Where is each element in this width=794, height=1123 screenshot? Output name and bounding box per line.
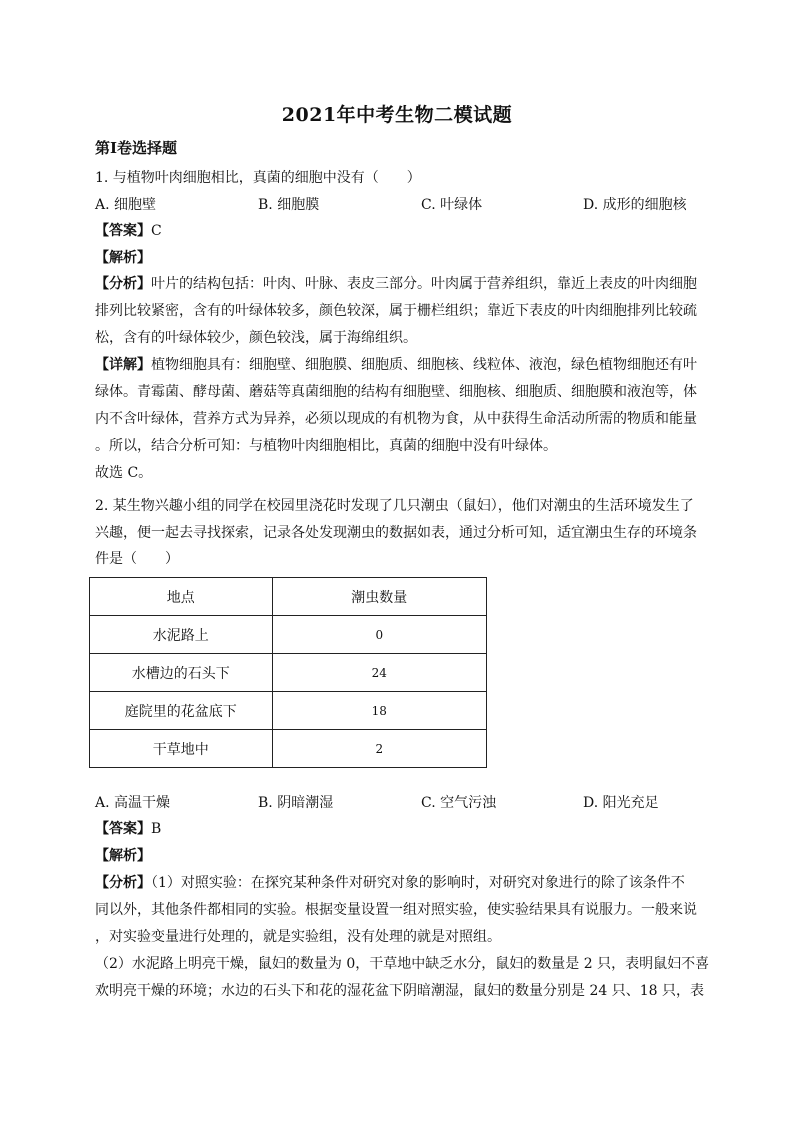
- table-row: [90, 616, 487, 654]
- xiangjie-text: 植物细胞具有：细胞壁、细胞膜、细胞质、细胞核、线粒体、液泡，绿色植物细胞还有叶: [151, 357, 697, 373]
- answer-tag: 【答案】: [95, 821, 151, 837]
- answer-value: C: [151, 223, 162, 239]
- data-table: [89, 577, 487, 768]
- q2-option-a: A. 高温干燥: [95, 795, 171, 811]
- fenxi-tag: 【分析】: [95, 276, 151, 292]
- table-cell-location: 水泥路上: [90, 616, 273, 654]
- q2-option-d: D. 阳光充足: [583, 795, 659, 811]
- q1-fenxi-line: 排列比较紧密，含有的叶绿体较多，颜色较深，属于栅栏组织；靠近下表皮的叶肉细胞排列比较疏: [95, 303, 697, 319]
- table-cell-count: 0: [272, 616, 486, 654]
- fenxi-text: 叶片的结构包括：叶肉、叶脉、表皮三部分。叶肉属于营养组织，靠近上表皮的叶肉细胞: [151, 276, 697, 292]
- q1-analysis-tag: 【解析】: [95, 250, 151, 266]
- q1-option-d: D. 成形的细胞核: [583, 197, 687, 213]
- fenxi-text: （1）对照实验：在探究某种条件对研究对象的影响时，对研究对象进行的除了该条件不: [151, 875, 685, 891]
- table-row: [90, 692, 487, 730]
- table-cell-location: 水槽边的石头下: [90, 654, 273, 692]
- q1-option-b: B. 细胞膜: [258, 197, 320, 213]
- table-cell-count: 2: [272, 730, 486, 768]
- q2-analysis-tag: 【解析】: [95, 848, 151, 864]
- q1-option-c: C. 叶绿体: [421, 197, 483, 213]
- table-header-row: [90, 578, 487, 616]
- table-cell-location: 庭院里的花盆底下: [90, 692, 273, 730]
- q1-fenxi-line: [95, 274, 710, 294]
- answer-value: B: [151, 821, 162, 837]
- q2-fenxi-line: 欢明亮干燥的环境；水边的石头下和花的湿花盆下阴暗潮湿，鼠妇的数量分别是 24 只、18 只，表: [95, 983, 704, 999]
- q2-option-b: B. 阴暗潮湿: [258, 795, 334, 811]
- table-cell-location: 干草地中: [90, 730, 273, 768]
- answer-tag: 【答案】: [95, 223, 151, 239]
- q1-xiangjie-line: [95, 355, 710, 375]
- q2-stem-line: 2. 某生物兴趣小组的同学在校园里浇花时发现了几只潮虫（鼠妇），他们对潮虫的生活环境发生了: [95, 498, 694, 514]
- table-cell-count: 24: [272, 654, 486, 692]
- q2-option-c: C. 空气污浊: [421, 795, 497, 811]
- table-header-cell: 潮虫数量: [272, 578, 486, 616]
- q2-answer: [95, 819, 710, 839]
- q1-answer: [95, 221, 710, 241]
- q1-conclusion: 故选 C。: [95, 465, 153, 481]
- table-header-cell: 地点: [90, 578, 273, 616]
- q1-xiangjie-line: 内不含叶绿体，营养方式为异养，必须以现成的有机物为食，从中获得生命活动所需的物质和能量: [95, 411, 697, 427]
- q2-stem-line: 件是（ ）: [95, 551, 179, 567]
- q2-fenxi-line: 同以外，其他条件都相同的实验。根据变量设置一组对照实验，使实验结果具有说服力。一般来说: [95, 902, 697, 918]
- q1-fenxi-line: 松，含有的叶绿体较少，颜色较浅，属于海绵组织。: [95, 330, 417, 346]
- q2-fenxi-line: [95, 873, 710, 893]
- q2-fenxi-line: （2）水泥路上明亮干燥，鼠妇的数量为 0，干草地中缺乏水分，鼠妇的数量是 2 只，表明鼠妇不喜: [95, 956, 710, 972]
- table-cell-count: 18: [272, 692, 486, 730]
- q1-option-a: A. 细胞壁: [95, 197, 157, 213]
- q1-xiangjie-line: 。所以，结合分析可知：与植物叶肉细胞相比，真菌的细胞中没有叶绿体。: [95, 438, 557, 454]
- fenxi-tag: 【分析】: [95, 875, 151, 891]
- table-row: [90, 654, 487, 692]
- page-title: 2021年中考生物二模试题: [281, 104, 513, 126]
- section-heading: 第Ⅰ卷选择题: [95, 139, 178, 157]
- q1-stem: 1. 与植物叶肉细胞相比，真菌的细胞中没有（ ）: [95, 170, 421, 186]
- q1-xiangjie-line: 绿体。青霉菌、酵母菌、蘑菇等真菌细胞的结构有细胞壁、细胞核、细胞质、细胞膜和液泡等，体: [95, 384, 697, 400]
- table-row: [90, 730, 487, 768]
- q2-fenxi-line: ，对实验变量进行处理的，就是实验组，没有处理的就是对照组。: [95, 929, 501, 945]
- q2-stem-line: 兴趣，便一起去寻找探索，记录各处发现潮虫的数据如表，通过分析可知，适宜潮虫生存的环境条: [95, 525, 697, 541]
- xiangjie-tag: 【详解】: [95, 357, 151, 373]
